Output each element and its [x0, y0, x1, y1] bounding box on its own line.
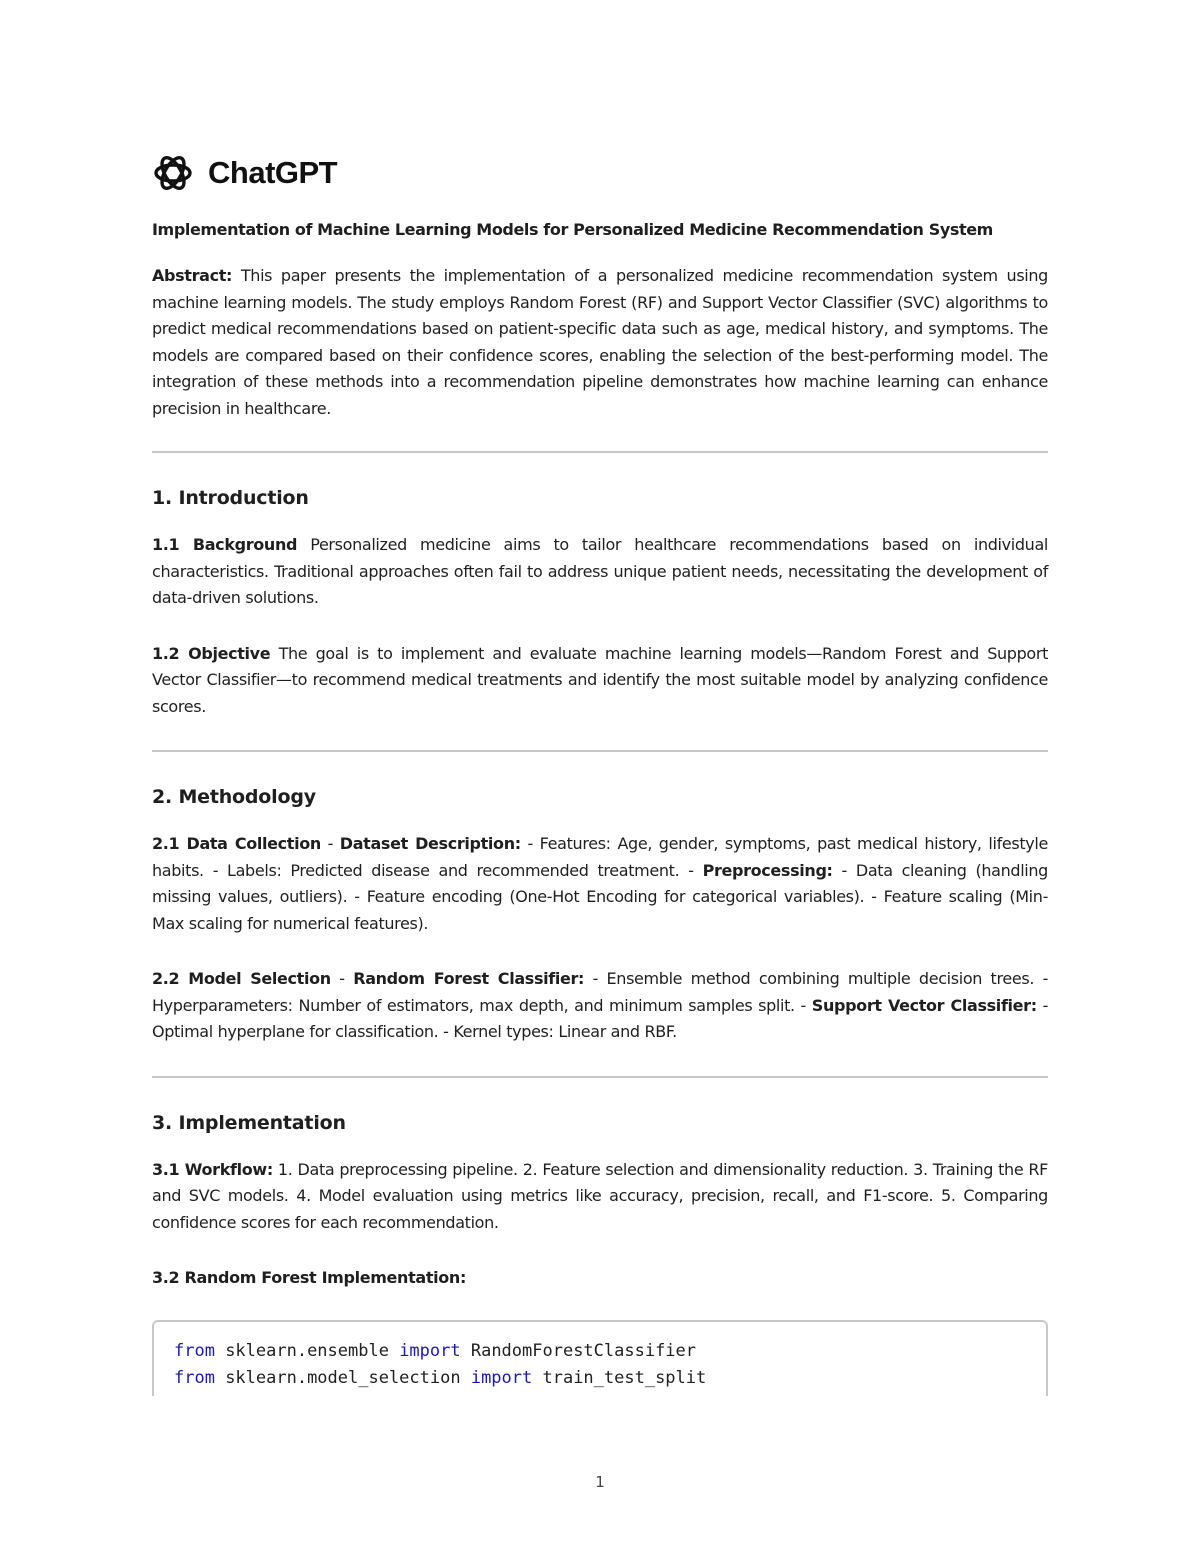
logo-text: ChatGPT	[208, 155, 338, 190]
rf-implementation-label: 3.2 Random Forest Implementation:	[152, 1268, 467, 1287]
chatgpt-logo	[152, 150, 1048, 196]
dataset-description-text: - Features: Age, gender, symptoms, past medical history, lifestyle habits. - Labels: Predicted disease and recommended treatment. -	[152, 834, 1048, 880]
document-title: Implementation of Machine Learning Models for Personalized Medicine Recommendation System	[152, 220, 993, 239]
code-line	[174, 1365, 1026, 1392]
background-text: Personalized medicine aims to tailor healthcare recommendations based on individual characteristics. Traditional approaches often fail to address unique patient needs, necessitating the development of data-driven solutions.	[152, 535, 1049, 607]
random-forest-label: Random Forest Classifier:	[353, 969, 585, 988]
code-keyword: from	[174, 1367, 215, 1388]
code-keyword: import	[399, 1340, 461, 1361]
separator-text: -	[320, 834, 340, 853]
svc-label: Support Vector Classifier:	[811, 995, 1037, 1015]
background-label: 1.1 Background	[152, 535, 298, 554]
page-number: 1	[595, 1473, 605, 1491]
objective-label: 1.2 Objective	[152, 643, 271, 663]
code-identifier: RandomForestClassifier	[460, 1340, 697, 1361]
separator-text: -	[330, 969, 354, 988]
objective-text: The goal is to implement and evaluate machine learning models—Random Forest and Support Vector Classifier—to recommend medical treatments and identify the most suitable model by analyzing confidence scores.	[152, 643, 1048, 716]
preprocessing-text: - Data cleaning (handling missing values, outliers). - Feature encoding (One-Hot Encoding for categorical variables). - Feature scaling (Min-Max scaling for numerical features).	[152, 860, 1048, 933]
code-keyword: import	[470, 1367, 533, 1388]
objective-paragraph	[152, 641, 1048, 721]
section-divider	[152, 750, 1048, 752]
preprocessing-label: Preprocessing:	[702, 860, 833, 880]
data-collection-paragraph	[152, 831, 1048, 937]
abstract-paragraph	[152, 263, 1048, 422]
model-selection-paragraph	[152, 966, 1048, 1046]
code-module: sklearn.ensemble	[214, 1340, 400, 1361]
abstract-text: This paper presents the implementation of a personalized medicine recommendation system using machine learning models. The study employs Random Forest (RF) and Support Vector Classifier (SVC) algorithms to predict medical recommendations based on patient-specific data such as age, medical history, and symptoms. The models are compared based on their confidence scores, enabling the selection of the best-performing model. The integration of these methods into a recommendation pipeline demonstrates how machine learning can enhance precision in healthcare.	[152, 266, 1048, 418]
data-collection-label: 2.1 Data Collection	[152, 834, 321, 853]
background-paragraph	[152, 532, 1048, 612]
section-divider	[152, 451, 1048, 453]
workflow-label: 3.1 Workflow:	[152, 1159, 273, 1179]
workflow-text: 1. Data preprocessing pipeline. 2. Feature selection and dimensionality reduction. 3. Training the RF and SVC models. 4. Model evaluation using metrics like accuracy, precision, recall, and F1-score. 5. Comparing confidence scores for each recommendation.	[152, 1159, 1048, 1232]
openai-knot-icon	[152, 152, 194, 194]
code-line	[174, 1338, 1026, 1365]
code-identifier: train_test_split	[532, 1367, 707, 1388]
model-selection-label: 2.2 Model Selection	[152, 969, 331, 988]
code-keyword: from	[174, 1340, 215, 1361]
workflow-paragraph	[152, 1157, 1048, 1237]
abstract-label: Abstract:	[152, 266, 233, 285]
code-module: sklearn.model_selection	[214, 1367, 471, 1388]
dataset-description-label: Dataset Description:	[339, 834, 521, 853]
svc-text: - Optimal hyperplane for classification. - Kernel types: Linear and RBF.	[152, 995, 1048, 1041]
section-heading-introduction: 1. Introduction	[152, 487, 309, 509]
section-heading-implementation: 3. Implementation	[152, 1111, 346, 1134]
document-page	[152, 150, 1048, 1396]
code-block	[152, 1320, 1048, 1396]
section-divider	[152, 1076, 1048, 1078]
random-forest-text: - Ensemble method combining multiple decision trees. - Hyperparameters: Number of estimators, max depth, and minimum samples split. -	[152, 969, 1048, 1015]
rf-implementation-heading	[152, 1265, 1048, 1292]
section-heading-methodology: 2. Methodology	[152, 786, 316, 808]
